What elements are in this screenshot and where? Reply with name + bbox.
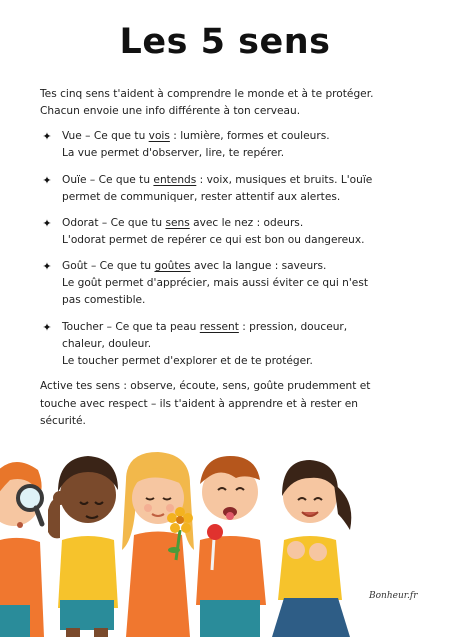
intro-line: Tes cinq sens t'aident à comprendre le monde et à te protéger.	[40, 88, 374, 100]
child-touching	[272, 460, 351, 637]
sparkle-bullet-icon: ✦	[42, 130, 52, 143]
sense-name: Toucher	[62, 321, 104, 333]
outro-line: Active tes sens : observe, écoute, sens, goûte prudemment et	[40, 380, 371, 392]
sense-name: Ouïe	[62, 174, 87, 186]
sense-pre: Ce que tu	[93, 130, 146, 142]
sense-item-toucher	[40, 319, 430, 370]
sense-name: Odorat	[62, 217, 99, 229]
watermark-signature: Bonheur.fr	[369, 591, 418, 601]
child-listening	[48, 456, 118, 637]
sense-extra-line: L'odorat permet de repérer ce qui est bon ou dangereux.	[62, 234, 365, 246]
dash: –	[85, 130, 91, 142]
sparkle-bullet-icon: ✦	[42, 321, 52, 334]
outro-line: sécurité.	[40, 415, 86, 427]
sense-post: : lumière, formes et couleurs.	[173, 130, 330, 142]
sense-pre: Ce que ta peau	[115, 321, 197, 333]
sense-verb: goûtes	[154, 260, 191, 272]
child-with-lollipop	[196, 456, 266, 637]
page-title: Les 5 sens	[119, 22, 331, 62]
sense-name: Vue	[62, 130, 82, 142]
sense-item-ouie	[40, 172, 430, 206]
sense-item-vue	[40, 128, 430, 162]
child-smelling-flower	[122, 452, 194, 637]
sense-verb: ressent	[199, 321, 239, 333]
outro-line: touche avec respect – ils t'aident à apprendre et à rester en	[40, 397, 358, 410]
closing-paragraph	[40, 378, 425, 431]
sparkle-bullet-icon: ✦	[42, 174, 52, 187]
sense-post: : voix, musiques et bruits. L'ouïe	[199, 174, 373, 186]
sense-post: avec le nez : odeurs.	[193, 217, 304, 229]
sense-item-odorat	[40, 215, 430, 249]
sense-post: avec la langue : saveurs.	[193, 260, 327, 272]
sense-post: : pression, douceur,	[242, 321, 348, 333]
sense-item-gout	[40, 258, 430, 309]
dash: –	[106, 321, 112, 333]
sense-pre: Ce que tu	[110, 217, 163, 229]
dash: –	[89, 174, 96, 186]
sense-extra-line: pas comestible.	[62, 294, 146, 306]
sense-extra-line: permet de communiquer, rester attentif aux alertes.	[62, 191, 341, 203]
sense-extra-line: chaleur, douleur.	[62, 338, 152, 350]
dash: –	[90, 260, 97, 272]
sense-verb: vois	[148, 130, 170, 142]
sparkle-bullet-icon: ✦	[42, 260, 52, 273]
sense-verb: entends	[153, 174, 197, 186]
sparkle-bullet-icon: ✦	[42, 217, 52, 230]
sense-verb: sens	[165, 217, 190, 229]
intro-paragraph	[40, 86, 420, 120]
sense-pre: Ce que tu	[99, 260, 152, 272]
sense-extra-line: Le goût permet d'apprécier, mais aussi éviter ce qui n'est	[62, 277, 369, 289]
dash: –	[101, 217, 108, 229]
sense-name: Goût	[62, 260, 88, 272]
sense-pre: Ce que tu	[98, 174, 151, 186]
sense-extra-line: Le toucher permet d'explorer et de te protéger.	[62, 355, 313, 367]
sense-extra-line: La vue permet d'observer, lire, te repérer.	[62, 147, 285, 159]
children-illustration	[0, 440, 450, 637]
intro-line: Chacun envoie une info différente à ton cerveau.	[40, 105, 301, 117]
